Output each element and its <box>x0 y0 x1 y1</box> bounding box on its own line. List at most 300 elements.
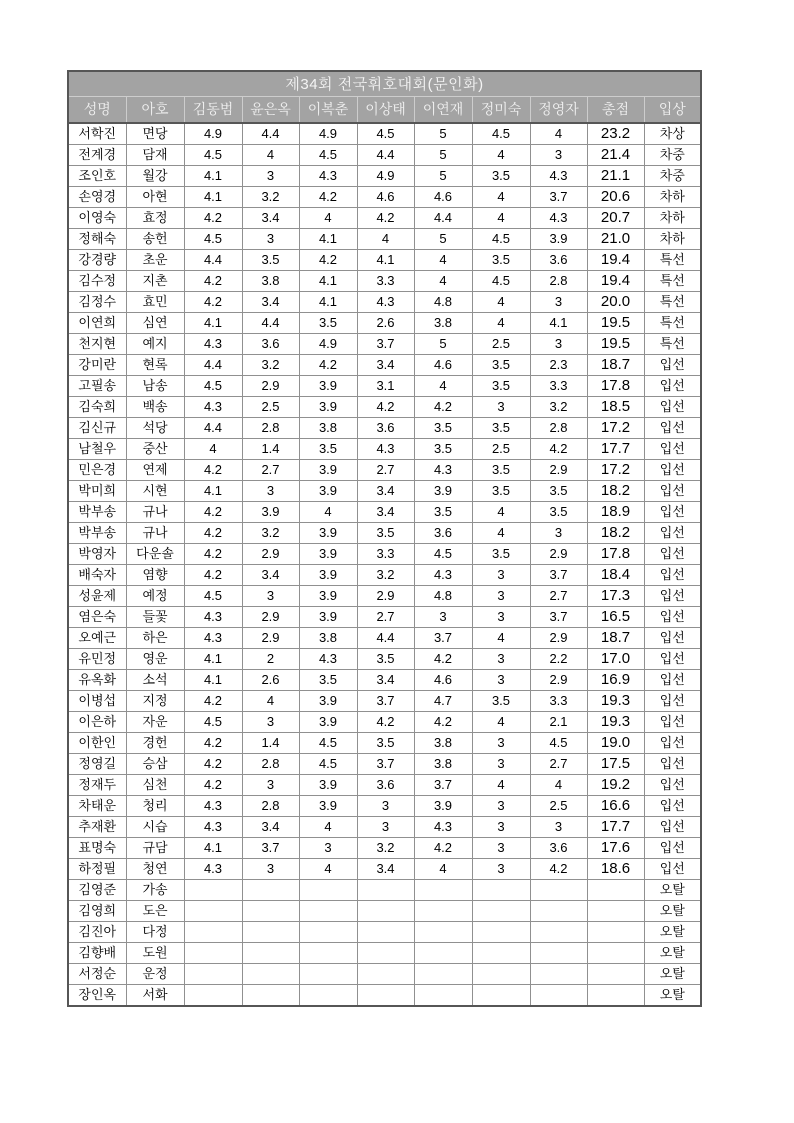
judge-score-cell: 3.5 <box>472 376 530 397</box>
judge-score-cell: 2.1 <box>530 712 587 733</box>
total-score-cell: 19.2 <box>587 775 644 796</box>
judge-score-cell: 3.8 <box>299 628 357 649</box>
judge-score-cell: 3.5 <box>472 250 530 271</box>
penname-cell: 가송 <box>126 880 184 901</box>
judge-score-cell: 3.7 <box>357 691 414 712</box>
judge-score-cell: 3.2 <box>242 523 299 544</box>
penname-cell: 소석 <box>126 670 184 691</box>
column-header-7: 정미숙 <box>472 96 530 123</box>
column-header-6: 이연재 <box>414 96 472 123</box>
judge-score-cell: 3 <box>357 817 414 838</box>
judge-score-cell: 4.2 <box>184 523 242 544</box>
name-cell: 김진아 <box>68 922 126 943</box>
judge-score-cell <box>530 985 587 1007</box>
judge-score-cell: 2.8 <box>530 418 587 439</box>
penname-cell: 예지 <box>126 334 184 355</box>
judge-score-cell: 4.3 <box>414 565 472 586</box>
judge-score-cell: 4.2 <box>184 733 242 754</box>
total-score-cell <box>587 901 644 922</box>
table-row <box>68 187 701 208</box>
judge-score-cell: 4.9 <box>357 166 414 187</box>
judge-score-cell: 3.4 <box>357 502 414 523</box>
judge-score-cell: 4.1 <box>357 250 414 271</box>
judge-score-cell: 3.5 <box>299 439 357 460</box>
judge-score-cell: 5 <box>414 123 472 145</box>
judge-score-cell <box>414 964 472 985</box>
judge-score-cell: 3.8 <box>242 271 299 292</box>
judge-score-cell: 5 <box>414 145 472 166</box>
award-cell: 오탈 <box>644 985 701 1007</box>
judge-score-cell <box>299 901 357 922</box>
judge-score-cell: 3.3 <box>357 544 414 565</box>
judge-score-cell: 4.6 <box>414 187 472 208</box>
judge-score-cell: 4 <box>184 439 242 460</box>
judge-score-cell: 3.6 <box>242 334 299 355</box>
total-score-cell: 19.3 <box>587 691 644 712</box>
judge-score-cell <box>414 901 472 922</box>
judge-score-cell: 3.9 <box>299 712 357 733</box>
judge-score-cell: 4 <box>414 250 472 271</box>
judge-score-cell: 3.9 <box>299 460 357 481</box>
judge-score-cell: 4.1 <box>184 481 242 502</box>
judge-score-cell: 2.9 <box>242 544 299 565</box>
total-score-cell: 19.0 <box>587 733 644 754</box>
judge-score-cell: 3 <box>242 859 299 880</box>
judge-score-cell: 3.8 <box>414 733 472 754</box>
judge-score-cell: 3.4 <box>242 208 299 229</box>
table-row <box>68 313 701 334</box>
judge-score-cell <box>242 943 299 964</box>
total-score-cell: 17.2 <box>587 460 644 481</box>
name-cell: 박미희 <box>68 481 126 502</box>
judge-score-cell: 2.7 <box>357 460 414 481</box>
judge-score-cell: 4.1 <box>299 271 357 292</box>
name-cell: 박영자 <box>68 544 126 565</box>
table-row <box>68 439 701 460</box>
judge-score-cell: 2.8 <box>242 796 299 817</box>
judge-score-cell <box>530 964 587 985</box>
judge-score-cell <box>472 985 530 1007</box>
judge-score-cell: 2.9 <box>242 376 299 397</box>
judge-score-cell <box>472 880 530 901</box>
judge-score-cell: 5 <box>414 166 472 187</box>
judge-score-cell: 4.4 <box>357 145 414 166</box>
award-cell: 입선 <box>644 586 701 607</box>
award-cell: 입선 <box>644 649 701 670</box>
total-score-cell: 20.0 <box>587 292 644 313</box>
column-header-5: 이상태 <box>357 96 414 123</box>
award-cell: 특선 <box>644 292 701 313</box>
judge-score-cell: 3 <box>472 670 530 691</box>
judge-score-cell: 4.2 <box>184 460 242 481</box>
judge-score-cell <box>299 964 357 985</box>
judge-score-cell: 4.3 <box>357 292 414 313</box>
judge-score-cell <box>357 985 414 1007</box>
judge-score-cell <box>530 880 587 901</box>
judge-score-cell: 4.6 <box>414 355 472 376</box>
total-score-cell: 16.6 <box>587 796 644 817</box>
judge-score-cell: 3 <box>299 838 357 859</box>
award-cell: 입선 <box>644 754 701 775</box>
judge-score-cell: 3.8 <box>299 418 357 439</box>
judge-score-cell: 5 <box>414 334 472 355</box>
award-cell: 입선 <box>644 628 701 649</box>
judge-score-cell: 2.5 <box>530 796 587 817</box>
table-row <box>68 523 701 544</box>
name-cell: 배숙자 <box>68 565 126 586</box>
table-row <box>68 376 701 397</box>
judge-score-cell: 3 <box>530 334 587 355</box>
judge-score-cell <box>530 943 587 964</box>
name-cell: 표명숙 <box>68 838 126 859</box>
judge-score-cell <box>357 943 414 964</box>
judge-score-cell <box>242 922 299 943</box>
judge-score-cell: 3.9 <box>299 376 357 397</box>
judge-score-cell: 2.5 <box>472 439 530 460</box>
name-cell: 민은경 <box>68 460 126 481</box>
judge-score-cell: 4.9 <box>299 123 357 145</box>
award-cell: 오탈 <box>644 922 701 943</box>
judge-score-cell: 2.6 <box>357 313 414 334</box>
award-cell: 입선 <box>644 817 701 838</box>
award-cell: 차중 <box>644 166 701 187</box>
total-score-cell <box>587 964 644 985</box>
judge-score-cell: 3.5 <box>472 544 530 565</box>
judge-score-cell: 3.9 <box>414 796 472 817</box>
judge-score-cell: 2.8 <box>530 271 587 292</box>
table-row <box>68 964 701 985</box>
total-score-cell: 16.5 <box>587 607 644 628</box>
judge-score-cell: 4.2 <box>184 754 242 775</box>
judge-score-cell <box>184 985 242 1007</box>
judge-score-cell: 4.3 <box>357 439 414 460</box>
judge-score-cell: 2.9 <box>530 544 587 565</box>
judge-score-cell <box>242 901 299 922</box>
judge-score-cell: 4.2 <box>414 838 472 859</box>
penname-cell: 승삼 <box>126 754 184 775</box>
award-cell: 입선 <box>644 838 701 859</box>
judge-score-cell: 3.9 <box>299 523 357 544</box>
judge-score-cell: 3.3 <box>357 271 414 292</box>
total-score-cell: 23.2 <box>587 123 644 145</box>
name-cell: 장인옥 <box>68 985 126 1007</box>
table-row <box>68 271 701 292</box>
judge-score-cell: 3.9 <box>414 481 472 502</box>
column-header-8: 정영자 <box>530 96 587 123</box>
name-cell: 김수정 <box>68 271 126 292</box>
judge-score-cell: 3 <box>242 586 299 607</box>
table-title-row <box>68 71 701 96</box>
table-row <box>68 901 701 922</box>
penname-cell: 규담 <box>126 838 184 859</box>
penname-cell: 청리 <box>126 796 184 817</box>
judge-score-cell: 4 <box>472 712 530 733</box>
penname-cell: 지정 <box>126 691 184 712</box>
name-cell: 전계경 <box>68 145 126 166</box>
judge-score-cell: 4.9 <box>184 123 242 145</box>
total-score-cell: 21.0 <box>587 229 644 250</box>
judge-score-cell: 3.2 <box>242 355 299 376</box>
award-cell: 입선 <box>644 859 701 880</box>
name-cell: 하정필 <box>68 859 126 880</box>
penname-cell: 초운 <box>126 250 184 271</box>
table-row <box>68 859 701 880</box>
table-row <box>68 586 701 607</box>
judge-score-cell: 3.6 <box>530 838 587 859</box>
judge-score-cell: 3.3 <box>530 691 587 712</box>
judge-score-cell <box>414 943 472 964</box>
table-row <box>68 943 701 964</box>
penname-cell: 영운 <box>126 649 184 670</box>
judge-score-cell: 3.5 <box>414 418 472 439</box>
judge-score-cell: 4.5 <box>299 145 357 166</box>
table-row <box>68 754 701 775</box>
total-score-cell: 17.8 <box>587 544 644 565</box>
penname-cell: 시현 <box>126 481 184 502</box>
penname-cell: 송헌 <box>126 229 184 250</box>
column-header-row <box>68 96 701 123</box>
judge-score-cell: 4.2 <box>299 187 357 208</box>
judge-score-cell: 3 <box>414 607 472 628</box>
table-row <box>68 607 701 628</box>
penname-cell: 현록 <box>126 355 184 376</box>
judge-score-cell: 3 <box>530 145 587 166</box>
table-row <box>68 985 701 1007</box>
judge-score-cell: 3.9 <box>299 544 357 565</box>
penname-cell: 규나 <box>126 502 184 523</box>
total-score-cell: 20.6 <box>587 187 644 208</box>
penname-cell: 효정 <box>126 208 184 229</box>
judge-score-cell: 3.5 <box>357 523 414 544</box>
penname-cell: 경헌 <box>126 733 184 754</box>
award-cell: 특선 <box>644 334 701 355</box>
judge-score-cell: 1.4 <box>242 733 299 754</box>
judge-score-cell: 2.7 <box>530 754 587 775</box>
award-cell: 입선 <box>644 418 701 439</box>
name-cell: 오예근 <box>68 628 126 649</box>
penname-cell: 효민 <box>126 292 184 313</box>
judge-score-cell: 4.3 <box>184 859 242 880</box>
judge-score-cell: 3 <box>472 733 530 754</box>
judge-score-cell: 4.1 <box>299 229 357 250</box>
judge-score-cell: 4.1 <box>184 166 242 187</box>
total-score-cell: 17.7 <box>587 439 644 460</box>
judge-score-cell: 3.3 <box>530 376 587 397</box>
judge-score-cell: 3.5 <box>530 481 587 502</box>
penname-cell: 서화 <box>126 985 184 1007</box>
name-cell: 남철우 <box>68 439 126 460</box>
judge-score-cell <box>299 943 357 964</box>
judge-score-cell: 3.4 <box>357 859 414 880</box>
judge-score-cell: 3 <box>357 796 414 817</box>
penname-cell: 심천 <box>126 775 184 796</box>
judge-score-cell: 2.9 <box>242 628 299 649</box>
penname-cell: 자운 <box>126 712 184 733</box>
total-score-cell: 18.6 <box>587 859 644 880</box>
total-score-cell: 21.4 <box>587 145 644 166</box>
judge-score-cell: 3.8 <box>414 754 472 775</box>
column-header-3: 윤은옥 <box>242 96 299 123</box>
name-cell: 이한인 <box>68 733 126 754</box>
table-row <box>68 733 701 754</box>
judge-score-cell: 4 <box>472 208 530 229</box>
judge-score-cell: 4.3 <box>184 628 242 649</box>
table-row <box>68 334 701 355</box>
total-score-cell: 17.7 <box>587 817 644 838</box>
judge-score-cell: 4.2 <box>414 649 472 670</box>
judge-score-cell: 4.9 <box>299 334 357 355</box>
table-row <box>68 565 701 586</box>
total-score-cell: 17.8 <box>587 376 644 397</box>
judge-score-cell: 4 <box>414 859 472 880</box>
judge-score-cell: 4 <box>530 775 587 796</box>
judge-score-cell: 4.5 <box>472 229 530 250</box>
score-table-head <box>68 71 701 123</box>
judge-score-cell <box>357 901 414 922</box>
judge-score-cell: 4.5 <box>184 712 242 733</box>
judge-score-cell: 3 <box>242 712 299 733</box>
total-score-cell: 17.6 <box>587 838 644 859</box>
judge-score-cell: 3.9 <box>530 229 587 250</box>
judge-score-cell: 4.7 <box>414 691 472 712</box>
column-header-1: 아호 <box>126 96 184 123</box>
name-cell: 김정수 <box>68 292 126 313</box>
total-score-cell <box>587 922 644 943</box>
judge-score-cell: 4 <box>530 123 587 145</box>
table-row <box>68 418 701 439</box>
judge-score-cell: 4.3 <box>414 817 472 838</box>
penname-cell: 규나 <box>126 523 184 544</box>
judge-score-cell: 3.5 <box>357 649 414 670</box>
judge-score-cell: 4 <box>299 208 357 229</box>
table-row <box>68 208 701 229</box>
judge-score-cell: 3.5 <box>472 460 530 481</box>
judge-score-cell: 4.3 <box>299 649 357 670</box>
penname-cell: 들꽃 <box>126 607 184 628</box>
total-score-cell <box>587 985 644 1007</box>
judge-score-cell: 4.5 <box>530 733 587 754</box>
judge-score-cell: 1.4 <box>242 439 299 460</box>
penname-cell: 면당 <box>126 123 184 145</box>
column-header-2: 김동범 <box>184 96 242 123</box>
table-row <box>68 796 701 817</box>
judge-score-cell: 5 <box>414 229 472 250</box>
judge-score-cell: 3.2 <box>530 397 587 418</box>
table-row <box>68 838 701 859</box>
total-score-cell: 17.3 <box>587 586 644 607</box>
name-cell: 유옥화 <box>68 670 126 691</box>
judge-score-cell: 3.5 <box>472 355 530 376</box>
judge-score-cell <box>357 964 414 985</box>
table-row <box>68 460 701 481</box>
judge-score-cell: 3.9 <box>299 775 357 796</box>
judge-score-cell: 4.2 <box>184 691 242 712</box>
judge-score-cell: 2 <box>242 649 299 670</box>
award-cell: 특선 <box>644 271 701 292</box>
award-cell: 입선 <box>644 607 701 628</box>
penname-cell: 담재 <box>126 145 184 166</box>
penname-cell: 시습 <box>126 817 184 838</box>
penname-cell: 청연 <box>126 859 184 880</box>
column-header-9: 총점 <box>587 96 644 123</box>
judge-score-cell: 3.6 <box>357 418 414 439</box>
total-score-cell: 18.5 <box>587 397 644 418</box>
table-row <box>68 123 701 145</box>
judge-score-cell: 4 <box>472 775 530 796</box>
judge-score-cell: 3 <box>472 838 530 859</box>
table-row <box>68 775 701 796</box>
name-cell: 정재두 <box>68 775 126 796</box>
judge-score-cell: 4.3 <box>530 208 587 229</box>
judge-score-cell: 4 <box>299 502 357 523</box>
table-row <box>68 292 701 313</box>
judge-score-cell: 4 <box>472 187 530 208</box>
judge-score-cell <box>414 922 472 943</box>
judge-score-cell <box>242 880 299 901</box>
judge-score-cell <box>242 964 299 985</box>
judge-score-cell: 3 <box>242 775 299 796</box>
total-score-cell: 18.9 <box>587 502 644 523</box>
award-cell: 차하 <box>644 229 701 250</box>
table-title: 제34회 전국휘호대회(문인화) <box>68 71 701 96</box>
judge-score-cell: 3.9 <box>299 691 357 712</box>
table-row <box>68 691 701 712</box>
award-cell: 오탈 <box>644 880 701 901</box>
judge-score-cell: 4.5 <box>472 123 530 145</box>
judge-score-cell: 4.3 <box>530 166 587 187</box>
judge-score-cell: 4.5 <box>357 123 414 145</box>
score-table <box>67 70 702 1007</box>
judge-score-cell: 3 <box>472 586 530 607</box>
judge-score-cell: 4 <box>242 145 299 166</box>
judge-score-cell: 4.5 <box>414 544 472 565</box>
name-cell: 이영숙 <box>68 208 126 229</box>
judge-score-cell: 3.7 <box>242 838 299 859</box>
penname-cell: 연제 <box>126 460 184 481</box>
judge-score-cell <box>530 922 587 943</box>
judge-score-cell: 4.5 <box>184 376 242 397</box>
column-header-10: 입상 <box>644 96 701 123</box>
judge-score-cell: 3.7 <box>530 187 587 208</box>
award-cell: 특선 <box>644 313 701 334</box>
judge-score-cell: 4 <box>299 817 357 838</box>
judge-score-cell: 2.9 <box>530 628 587 649</box>
judge-score-cell: 3.7 <box>357 754 414 775</box>
judge-score-cell: 4.3 <box>184 334 242 355</box>
judge-score-cell: 4.4 <box>414 208 472 229</box>
judge-score-cell: 2.9 <box>530 460 587 481</box>
judge-score-cell: 3.9 <box>299 796 357 817</box>
table-row <box>68 922 701 943</box>
judge-score-cell: 4.1 <box>299 292 357 313</box>
total-score-cell: 16.9 <box>587 670 644 691</box>
judge-score-cell: 4.2 <box>530 439 587 460</box>
award-cell: 입선 <box>644 523 701 544</box>
award-cell: 오탈 <box>644 964 701 985</box>
judge-score-cell: 3.5 <box>472 691 530 712</box>
award-cell: 입선 <box>644 502 701 523</box>
table-row <box>68 250 701 271</box>
table-row <box>68 712 701 733</box>
judge-score-cell: 3.6 <box>530 250 587 271</box>
judge-score-cell: 2.6 <box>242 670 299 691</box>
judge-score-cell: 3.4 <box>242 817 299 838</box>
judge-score-cell: 4.5 <box>472 271 530 292</box>
award-cell: 입선 <box>644 439 701 460</box>
award-cell: 입선 <box>644 544 701 565</box>
judge-score-cell: 4.5 <box>299 733 357 754</box>
name-cell: 정영길 <box>68 754 126 775</box>
